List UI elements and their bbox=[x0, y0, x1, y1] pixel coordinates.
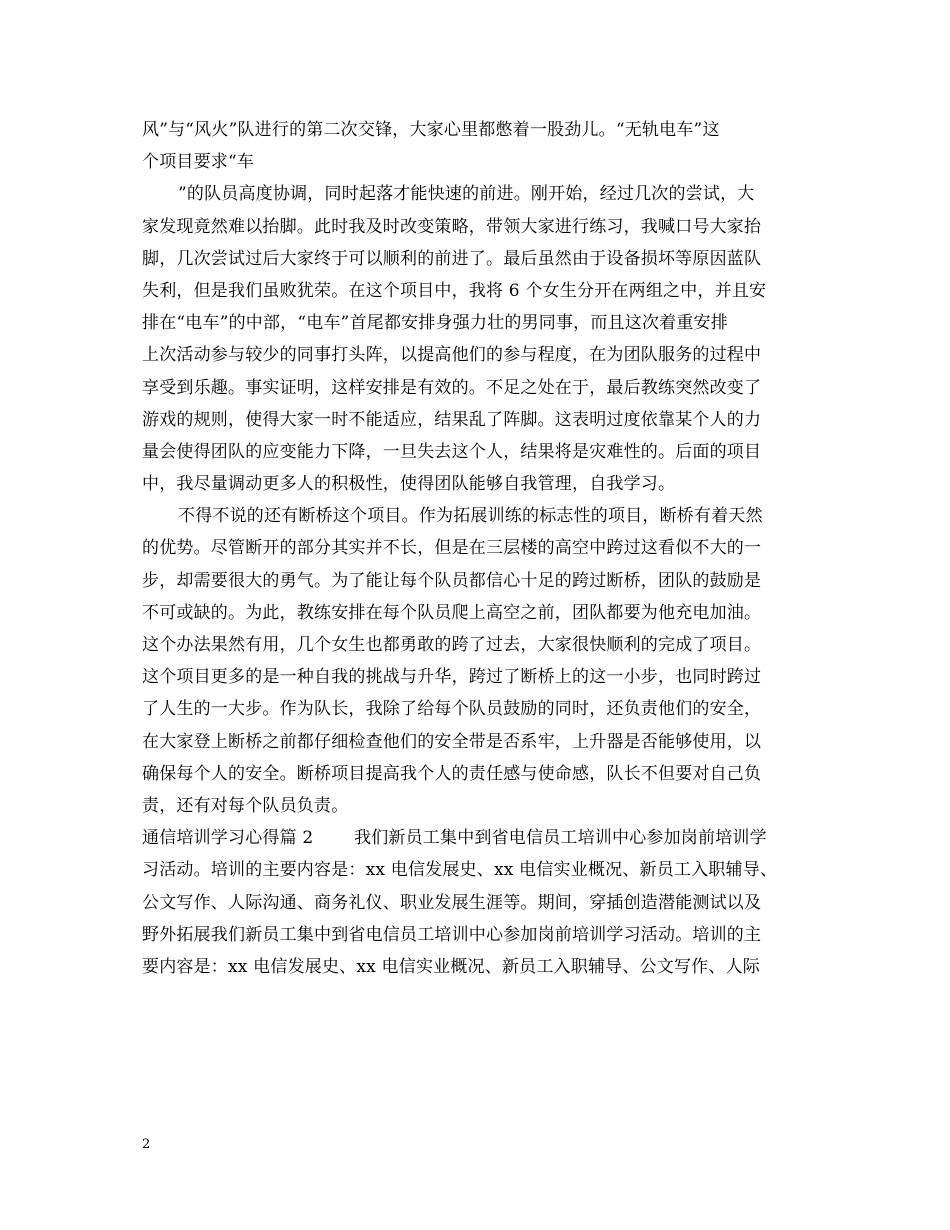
text-line: 在大家登上断桥之前都仔细检查他们的安全带是否系牢，上升器是否能够使用，以 bbox=[142, 731, 762, 752]
text-line: 不得不说的还有断桥这个项目。作为拓展训练的标志性的项目，断桥有着天然 bbox=[178, 506, 763, 527]
text-line: 游戏的规则，使得大家一时不能适应，结果乱了阵脚。这表明过度依靠某个人的力 bbox=[142, 409, 762, 430]
text-line: 这个办法果然有用，几个女生也都勇敢的跨了过去，大家很快顺利的完成了项目。 bbox=[142, 635, 762, 655]
text-line: 确保每个人的安全。断桥项目提高我个人的责任感与使命感，队长不但要对自己负 bbox=[142, 763, 762, 784]
text-line: 上次活动参与较少的同事打头阵，以提高他们的参与程度，在为团队服务的过程中 bbox=[142, 345, 762, 366]
text-line: 量会使得团队的应变能力下降，一旦失去这个人，结果将是灾难性的。后面的项目 bbox=[142, 441, 762, 462]
text-line: 的优势。尽管断开的部分其实并不长，但是在三层楼的高空中跨过这看似不大的一 bbox=[142, 538, 762, 559]
page-number: 2 bbox=[142, 1137, 151, 1152]
document-body bbox=[142, 114, 832, 983]
text-line: 要内容是：xx 电信发展史、xx 电信实业概况、新员工入职辅导、公文写作、人际 bbox=[142, 956, 760, 977]
section-heading-line bbox=[142, 822, 832, 854]
text-line: 这个项目更多的是一种自我的挑战与升华，跨过了断桥上的这一小步，也同时跨过 bbox=[142, 667, 762, 688]
text-line: 排在“电车”的中部，“电车”首尾都安排身强力壮的男同事，而且这次着重安排 bbox=[142, 313, 728, 334]
text-line: 了人生的一大步。作为队长，我除了给每个队员鼓励的同时，还负责他们的安全， bbox=[142, 699, 762, 720]
text-line: ”的队员高度协调，同时起落才能快速的前进。刚开始，经过几次的尝试，大 bbox=[178, 184, 755, 205]
text-line: 风”与“风火”队进行的第二次交锋，大家心里都憋着一股劲儿。“无轨电车”这 bbox=[142, 120, 720, 140]
text-line: 不可或缺的。为此，教练安排在每个队员爬上高空之前，团队都要为他充电加油。 bbox=[142, 602, 762, 623]
text-line: 野外拓展我们新员工集中到省电信员工培训中心参加岗前培训学习活动。培训的主 bbox=[142, 924, 762, 945]
text-line: 步，却需要很大的勇气。为了能让每个队员都信心十足的跨过断桥，团队的鼓励是 bbox=[142, 570, 762, 591]
section-title: 通信培训学习心得篇 2 bbox=[142, 828, 314, 849]
text-line: 享受到乐趣。事实证明，这样安排是有效的。不足之处在于，最后教练突然改变了 bbox=[142, 377, 762, 398]
text-line: 家发现竟然难以抬脚。此时我及时改变策略，带领大家进行练习，我喊口号大家抬 bbox=[142, 216, 762, 237]
text-line: 习活动。培训的主要内容是：xx 电信发展史、xx 电信实业概况、新员工入职辅导、 bbox=[142, 860, 778, 881]
section-first-line: 我们新员工集中到省电信员工培训中心参加岗前培训学 bbox=[354, 828, 767, 849]
text-line: 失利，但是我们虽败犹荣。在这个项目中，我将 6 个女生分开在两组之中，并且安 bbox=[142, 280, 767, 301]
text-line: 脚，几次尝试过后大家终于可以顺利的前进了。最后虽然由于设备损坏等原因蓝队 bbox=[142, 248, 762, 269]
text-line: 个项目要求“车 bbox=[142, 152, 255, 173]
text-line: 公文写作、人际沟通、商务礼仪、职业发展生涯等。期间，穿插创造潜能测试以及 bbox=[142, 892, 762, 913]
text-line: 责，还有对每个队员负责。 bbox=[142, 795, 349, 816]
text-line: 中，我尽量调动更多人的积极性，使得团队能够自我管理，自我学习。 bbox=[142, 474, 676, 495]
